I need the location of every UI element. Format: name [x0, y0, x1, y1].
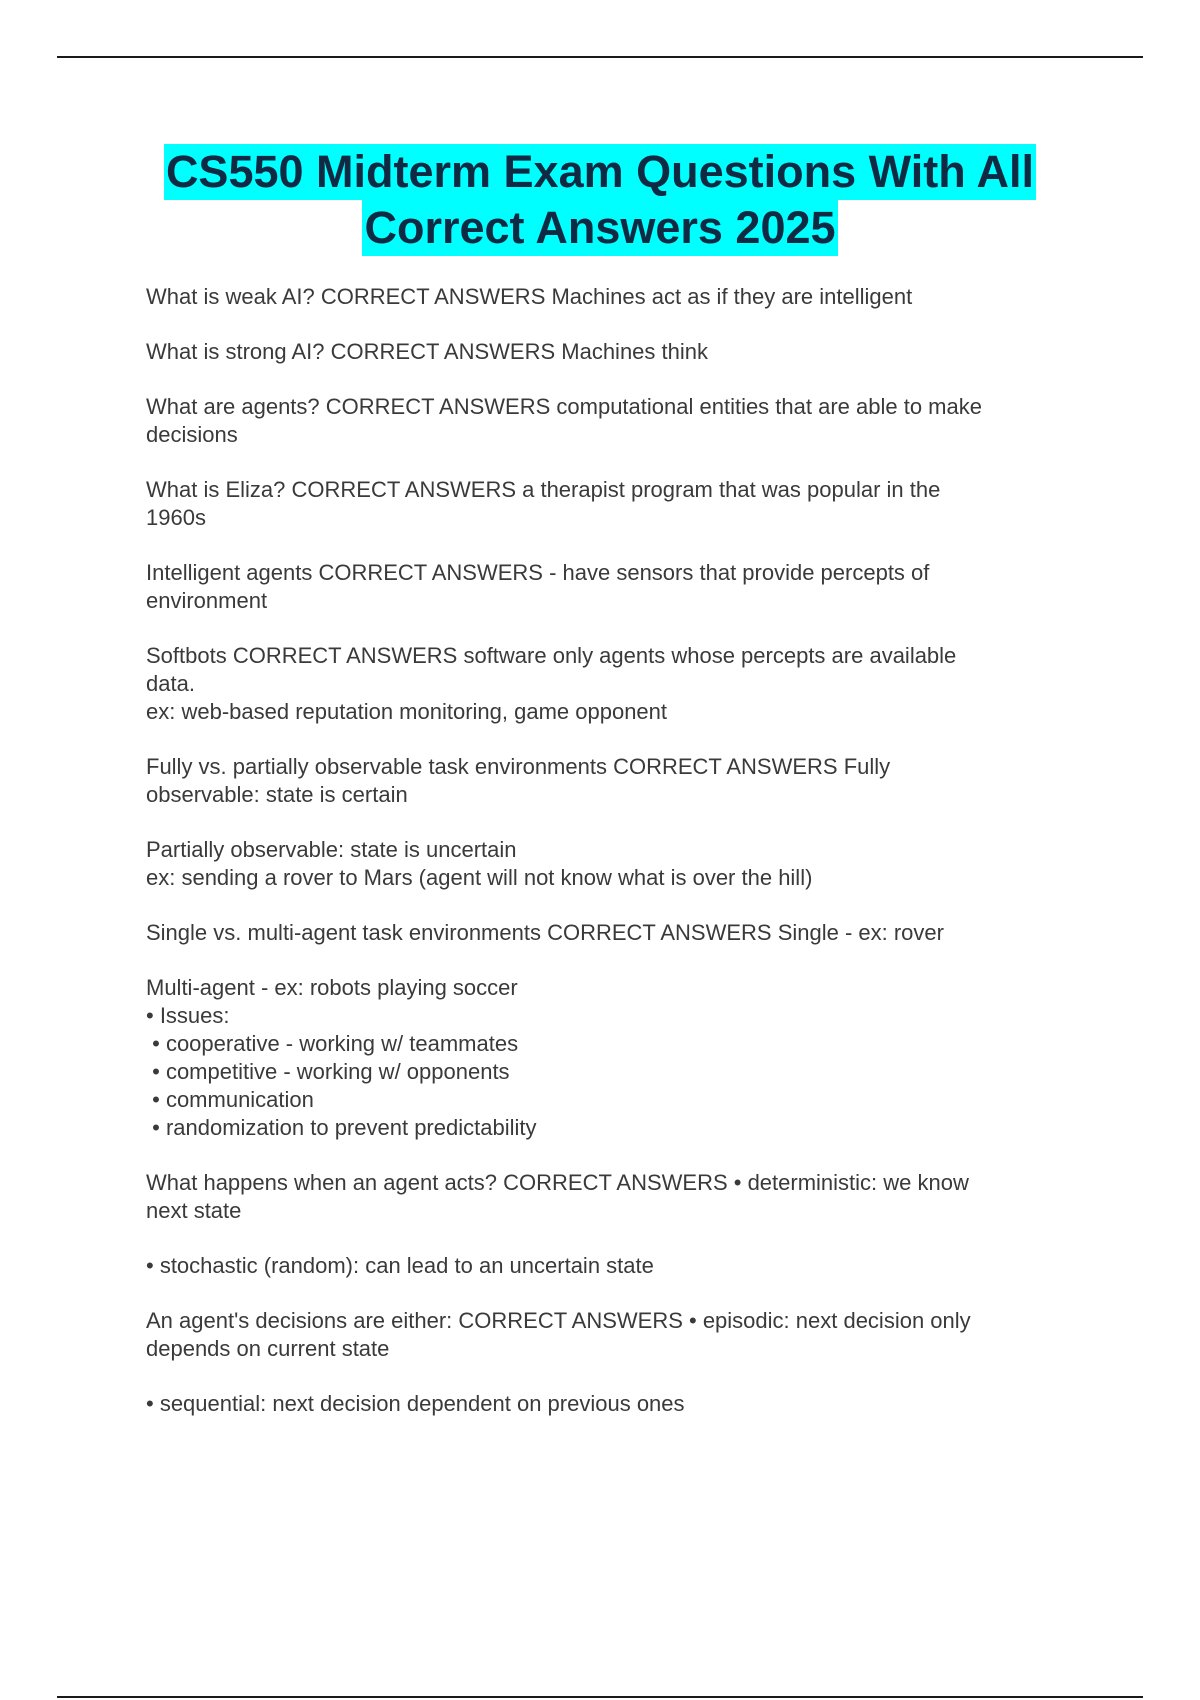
qa-entry: Single vs. multi-agent task environments CORRECT ANSWERS Single - ex: rover	[146, 920, 944, 945]
page-top-rule	[57, 56, 1143, 58]
document-title-line-2: Correct Answers 2025	[362, 200, 837, 256]
qa-entry: Fully vs. partially observable task environments CORRECT ANSWERS Fully observable: state is certain	[146, 754, 891, 807]
document-title-line-1: CS550 Midterm Exam Questions With All	[164, 144, 1036, 200]
qa-entry: What happens when an agent acts? CORRECT ANSWERS • deterministic: we know next state	[146, 1170, 969, 1223]
qa-entry: An agent's decisions are either: CORRECT ANSWERS • episodic: next decision only depends on current state	[146, 1308, 971, 1361]
document-title	[0, 144, 1200, 256]
qa-entry: • stochastic (random): can lead to an uncertain state	[146, 1253, 654, 1278]
qa-entry: What is Eliza? CORRECT ANSWERS a therapist program that was popular in the 1960s	[146, 477, 941, 530]
qa-entry: What are agents? CORRECT ANSWERS computational entities that are able to make decisions	[146, 394, 982, 447]
qa-entry: What is strong AI? CORRECT ANSWERS Machines think	[146, 339, 708, 364]
qa-list	[146, 283, 1086, 1445]
qa-entry: Multi-agent - ex: robots playing soccer • Issues: • cooperative - working w/ teammates • competitive - working w/ opponents • communication • randomization to prevent predictability	[146, 975, 537, 1140]
qa-entry: Intelligent agents CORRECT ANSWERS - have sensors that provide percepts of environment	[146, 560, 930, 613]
page-bottom-rule	[57, 1696, 1143, 1698]
qa-entry: Softbots CORRECT ANSWERS software only agents whose percepts are available data. ex: web-based reputation monitoring, game opponent	[146, 643, 957, 724]
qa-entry: What is weak AI? CORRECT ANSWERS Machines act as if they are intelligent	[146, 284, 913, 309]
qa-entry: Partially observable: state is uncertain ex: sending a rover to Mars (agent will not know what is over the hill)	[146, 837, 813, 890]
qa-entry: • sequential: next decision dependent on previous ones	[146, 1391, 685, 1416]
